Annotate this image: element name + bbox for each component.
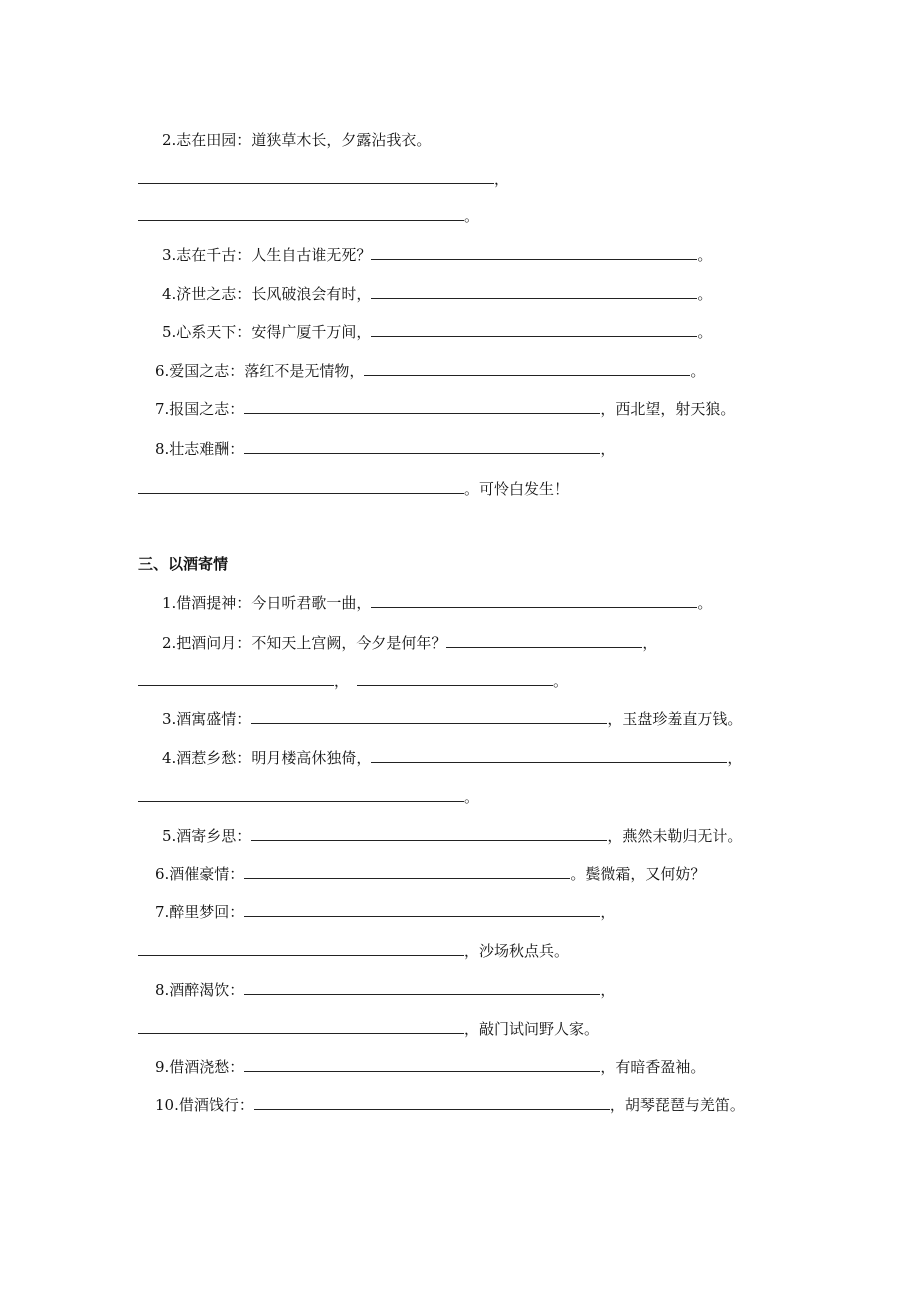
item-text: 今日听君歌一曲， xyxy=(251,594,372,612)
item-tail: ，玉盘珍羞直万钱。 xyxy=(607,710,743,728)
item-label: 8.壮志难酬： xyxy=(155,440,245,458)
item-tail: ，西北望，射天狼。 xyxy=(600,400,736,418)
item-xin-xi-tian-xia xyxy=(162,321,712,343)
answer-blank[interactable] xyxy=(244,1056,600,1072)
item-jiu-zui-ke-yin xyxy=(155,979,615,1001)
item-label: 7.报国之志： xyxy=(155,400,245,418)
answer-blank[interactable] xyxy=(244,863,570,879)
answer-line xyxy=(138,168,509,190)
item-jie-jiu-jian-xing xyxy=(155,1094,745,1116)
item-label: 2.志在田园： xyxy=(162,131,252,149)
item-label: 5.酒寄乡思： xyxy=(162,827,252,845)
item-text: 人生自古谁无死？ xyxy=(251,246,372,264)
item-tail: ，沙场秋点兵。 xyxy=(464,942,570,960)
answer-line xyxy=(138,205,479,227)
item-jiu-cui-hao-qing xyxy=(155,863,705,885)
punctuation: ， xyxy=(727,749,743,767)
answer-line xyxy=(138,478,569,500)
item-text: 不知天上宫阙，今夕是何年？ xyxy=(251,634,447,652)
punctuation: 。 xyxy=(553,672,569,690)
answer-blank[interactable] xyxy=(138,205,464,221)
item-label: 4.酒惹乡愁： xyxy=(162,749,252,767)
answer-blank[interactable] xyxy=(138,786,464,802)
answer-line xyxy=(138,670,568,692)
answer-blank[interactable] xyxy=(138,670,334,686)
item-tail: 。可怜白发生！ xyxy=(464,480,570,498)
punctuation: ， xyxy=(600,981,616,999)
answer-blank[interactable] xyxy=(371,283,697,299)
item-zhi-zai-qian-gu xyxy=(162,244,712,266)
punctuation: 。 xyxy=(690,362,706,380)
item-label: 3.志在千古： xyxy=(162,246,252,264)
answer-blank[interactable] xyxy=(251,825,607,841)
item-jiu-ji-xiang-si xyxy=(162,825,742,847)
item-ai-guo-zhi-zhi xyxy=(155,360,705,382)
item-text: 安得广厦千万间， xyxy=(251,323,372,341)
item-jiu-yu-sheng-qing xyxy=(162,708,742,730)
answer-line xyxy=(138,940,569,962)
answer-line xyxy=(138,1018,599,1040)
item-text: 道狭草木长，夕露沾我衣。 xyxy=(251,131,432,149)
item-label: 6.爱国之志： xyxy=(155,362,245,380)
punctuation: 。 xyxy=(697,594,713,612)
item-tail: ，胡琴琵琶与羌笛。 xyxy=(609,1096,745,1114)
item-zhi-zai-tian-yuan xyxy=(162,129,431,151)
item-text: 长风破浪会有时， xyxy=(251,285,372,303)
punctuation: ， xyxy=(494,170,510,188)
punctuation: 。 xyxy=(464,207,480,225)
item-tail: ，有暗香盈袖。 xyxy=(600,1058,706,1076)
item-label: 5.心系天下： xyxy=(162,323,252,341)
answer-blank[interactable] xyxy=(138,1018,464,1034)
section-heading: 三、以酒寄情 xyxy=(138,555,229,573)
punctuation: 。 xyxy=(697,246,713,264)
answer-blank[interactable] xyxy=(446,632,642,648)
item-label: 7.醉里梦回： xyxy=(155,903,245,921)
item-zui-li-meng-hui xyxy=(155,901,615,923)
item-tail: ，燕然未勒归无计。 xyxy=(607,827,743,845)
item-label: 10.借酒饯行： xyxy=(155,1096,254,1114)
item-label: 8.酒醉渴饮： xyxy=(155,981,245,999)
item-text: 明月楼高休独倚， xyxy=(251,749,372,767)
punctuation: ， xyxy=(600,903,616,921)
answer-blank[interactable] xyxy=(364,360,690,376)
answer-line xyxy=(138,786,479,808)
answer-blank[interactable] xyxy=(138,168,494,184)
answer-blank[interactable] xyxy=(138,478,464,494)
item-label: 9.借酒浇愁： xyxy=(155,1058,245,1076)
answer-blank[interactable] xyxy=(244,979,600,995)
item-ba-jiu-wen-yue xyxy=(162,632,657,654)
answer-blank[interactable] xyxy=(371,244,697,260)
punctuation: 。 xyxy=(697,323,713,341)
item-jie-jiu-ti-shen xyxy=(162,592,712,614)
item-tail: 。鬓微霜，又何妨？ xyxy=(570,865,706,883)
item-jie-jiu-jiao-chou xyxy=(155,1056,705,1078)
answer-blank[interactable] xyxy=(138,940,464,956)
answer-blank[interactable] xyxy=(254,1094,610,1110)
punctuation: 。 xyxy=(464,788,480,806)
punctuation: 。 xyxy=(697,285,713,303)
answer-blank[interactable] xyxy=(371,592,697,608)
answer-blank[interactable] xyxy=(244,901,600,917)
answer-blank[interactable] xyxy=(357,670,553,686)
item-ji-shi-zhi-zhi xyxy=(162,283,712,305)
answer-blank[interactable] xyxy=(371,321,697,337)
answer-blank[interactable] xyxy=(371,747,727,763)
item-text: 落红不是无情物， xyxy=(244,362,365,380)
punctuation: ， xyxy=(642,634,658,652)
answer-blank[interactable] xyxy=(244,438,600,454)
answer-blank[interactable] xyxy=(251,708,607,724)
item-label: 6.酒催豪情： xyxy=(155,865,245,883)
item-label: 1.借酒提神： xyxy=(162,594,252,612)
punctuation: ， xyxy=(600,440,616,458)
item-zhuang-zhi-nan-chou xyxy=(155,438,615,460)
item-jiu-re-xiang-chou xyxy=(162,747,742,769)
item-bao-guo-zhi-zhi xyxy=(155,398,735,420)
item-label: 4.济世之志： xyxy=(162,285,252,303)
item-label: 3.酒寓盛情： xyxy=(162,710,252,728)
item-label: 2.把酒问月： xyxy=(162,634,252,652)
answer-blank[interactable] xyxy=(244,398,600,414)
item-tail: ，敲门试问野人家。 xyxy=(464,1020,600,1038)
punctuation: ， xyxy=(334,672,350,690)
